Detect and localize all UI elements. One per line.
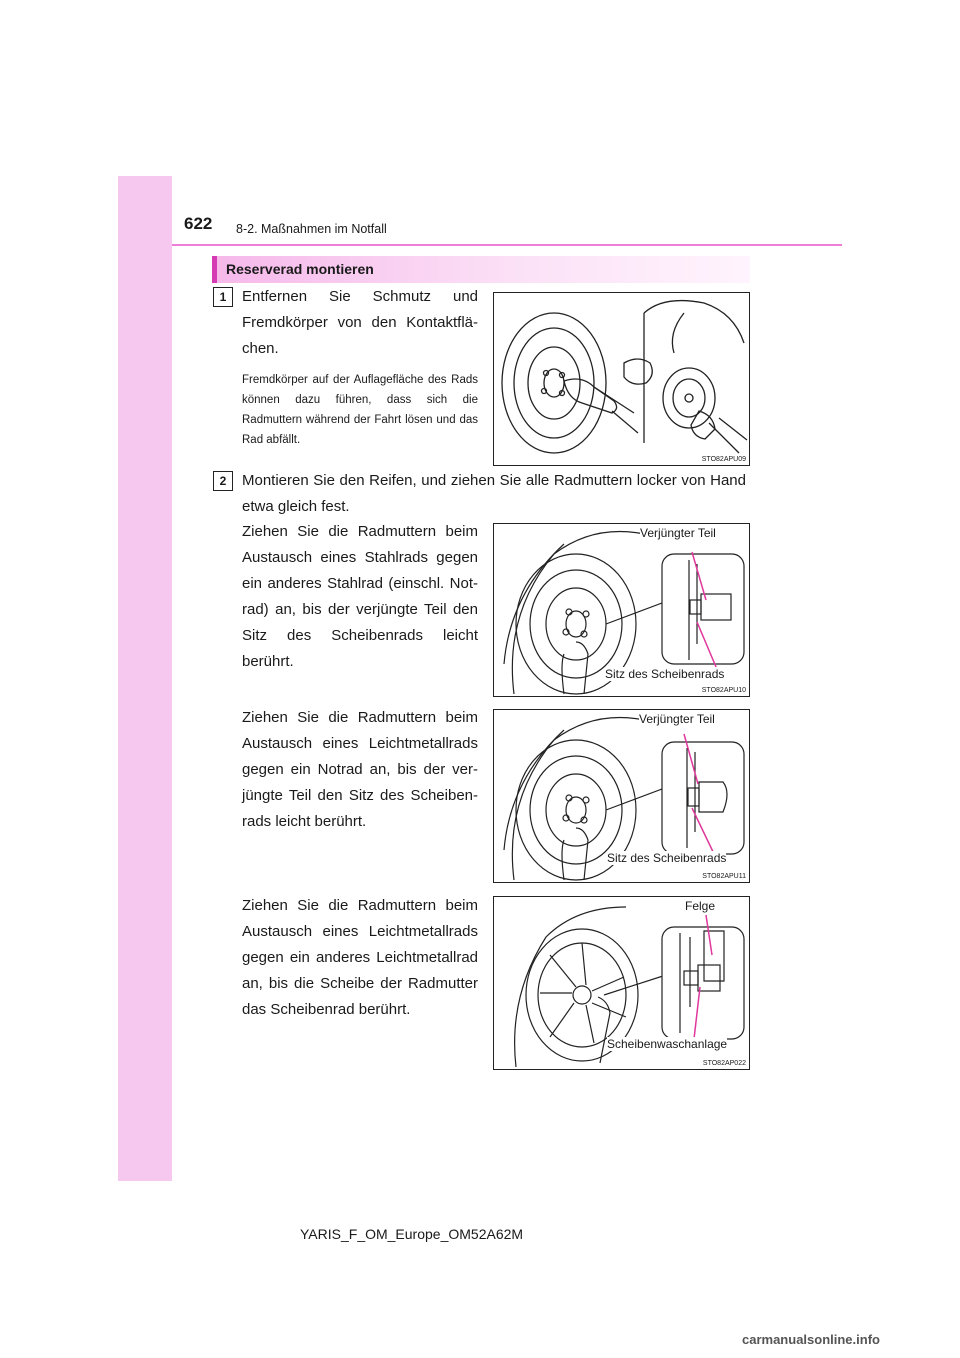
watermark: carmanualsonline.info xyxy=(742,1332,880,1347)
section-title: 8-2. Maßnahmen im Notfall xyxy=(236,222,387,236)
figure-alloy-to-alloy-wheel xyxy=(493,896,750,1070)
subsection-header xyxy=(212,256,750,283)
step-number-2: 2 xyxy=(213,471,233,491)
chapter-side-strip xyxy=(118,176,172,1181)
footer-doc-id: YARIS_F_OM_Europe_OM52A62M xyxy=(300,1226,524,1242)
callout-washer: Scheibenwaschanlage xyxy=(607,1037,728,1051)
figure-code-1: STO82APU09 xyxy=(701,456,746,463)
subsection-title: Reserverad montieren xyxy=(226,261,374,277)
step-number-1: 1 xyxy=(213,287,233,307)
case-steel-wheel-text: Ziehen Sie die Radmuttern beim Austausch eines Stahlrads gegen ein anderes Stahlrad (einschl. Not-rad) an, bis der verjüngte Teil den Sitz des Scheibenrads leicht berührt. xyxy=(242,523,478,670)
figure-code-3: STO82APU11 xyxy=(702,873,746,880)
figure-code-4: STO82AP022 xyxy=(702,1060,746,1067)
callout-tapered-part-1: Verjüngter Teil xyxy=(640,526,716,540)
step-2-text: Montieren Sie den Reifen, und ziehen Sie alle Radmuttern locker von Hand etwa gleich fest. xyxy=(242,472,746,515)
wheel-cleaning-illustration xyxy=(494,293,749,465)
step-1-text: Entfernen Sie Schmutz und Fremdkörper von den Kontaktflä-chen. xyxy=(242,288,478,357)
case-alloy-to-spare-text: Ziehen Sie die Radmuttern beim Austausch eines Leichtmetallrads gegen ein Notrad an, bis der ver-jüngte Teil den Sitz des Scheiben-rads leicht berührt. xyxy=(242,709,478,830)
callout-disc-wheel-seat-1: Sitz des Scheibenrads xyxy=(605,667,725,681)
header-rule xyxy=(172,244,842,246)
callout-tapered-part-2: Verjüngter Teil xyxy=(639,712,715,726)
callout-rim: Felge xyxy=(685,899,716,913)
figure-code-2: STO82APU10 xyxy=(701,687,746,694)
page-number: 622 xyxy=(184,214,213,233)
figure-alloy-to-spare-wheel xyxy=(493,709,750,883)
subsection-accent-bar xyxy=(212,256,217,283)
figure-steel-wheel xyxy=(493,523,750,697)
figure-clean-contact-surfaces xyxy=(493,292,750,466)
step-1-note: Fremdkörper auf der Auflagefläche des Rads können dazu führen, dass sich die Radmuttern während der Fahrt lösen und das Rad abfällt. xyxy=(242,374,478,446)
callout-disc-wheel-seat-2: Sitz des Scheibenrads xyxy=(607,851,727,865)
case-alloy-to-alloy-text: Ziehen Sie die Radmuttern beim Austausch eines Leichtmetallrads gegen ein anderes Leichtmetallrad an, bis die Scheibe der Radmutter das Scheibenrad berührt. xyxy=(242,897,478,1018)
